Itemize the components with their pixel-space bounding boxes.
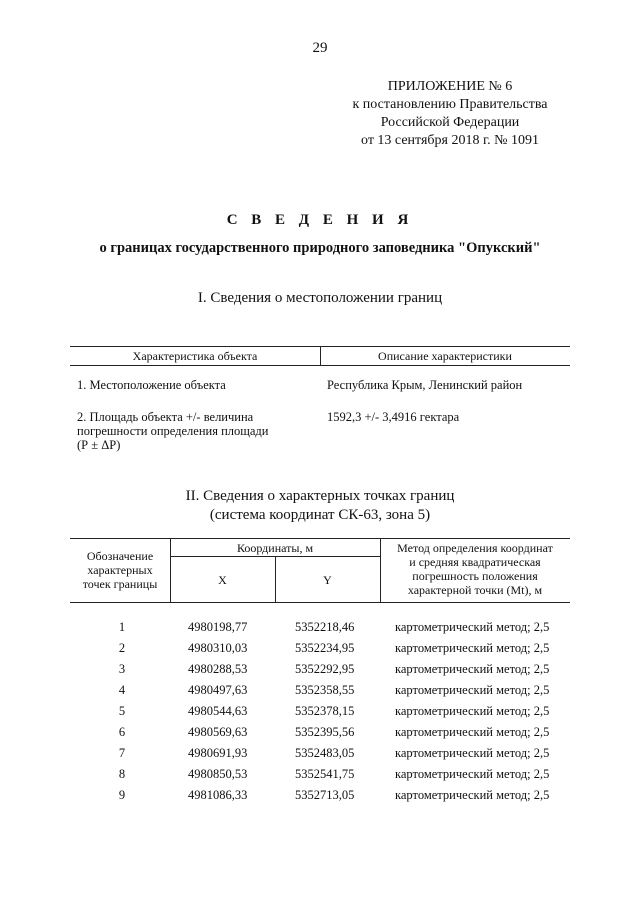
cell-line: (Р ± ΔР) [77,438,121,452]
point-number: 2 [118,641,126,655]
point-method: картометрический метод; 2,5 [395,746,550,760]
table-cell: Республика Крым, Ленинский район [327,378,523,392]
point-number: 5 [118,704,126,718]
header-x: X [218,573,227,587]
header-line: Метод определения координат [397,541,553,555]
point-number: 4 [118,683,126,697]
point-x: 4980850,53 [188,767,248,781]
table-rule [70,365,570,366]
table-row [70,767,570,788]
header-y: Y [323,573,332,587]
table-cell [77,378,226,392]
table-row [70,704,570,725]
table-header-cell: Описание характеристики [378,349,512,363]
header-line: точек границы [82,577,158,591]
point-method: картометрический метод; 2,5 [395,788,550,802]
header-line: погрешность положения [412,569,538,583]
section2-heading [0,487,640,525]
point-y: 5352378,15 [295,704,355,718]
point-number: 7 [118,746,126,760]
point-method: картометрический метод; 2,5 [395,641,550,655]
cell-line: погрешности определения площади [77,424,269,438]
table-row [70,725,570,746]
appendix-line: ПРИЛОЖЕНИЕ № 6 [387,79,513,94]
cell-line: 1. Местоположение объекта [77,378,226,392]
point-y: 5352358,55 [295,683,355,697]
document-title: С В Е Д Е Н И Я [226,212,414,228]
table-header-cell: Характеристика объекта [132,349,258,363]
header-method [380,541,570,597]
table-rule [170,556,380,557]
point-x: 4980691,93 [188,746,248,760]
table-cell [77,410,269,452]
header-point-designation [70,549,170,591]
table-rule [70,602,570,603]
cell-line: 2. Площадь объекта +/- величина [77,410,254,424]
appendix-line: от 13 сентября 2018 г. № 1091 [361,133,539,148]
appendix-line: к постановлению Правительства [352,97,548,112]
header-line: Обозначение [86,549,154,563]
point-number: 1 [118,620,126,634]
point-y: 5352234,95 [295,641,355,655]
point-y: 5352395,56 [295,725,355,739]
table-row [70,683,570,704]
page-number: 29 [312,40,328,56]
point-method: картометрический метод; 2,5 [395,620,550,634]
table-row [70,662,570,683]
appendix-block [300,78,600,150]
point-method: картометрический метод; 2,5 [395,704,550,718]
appendix-line: Российской Федерации [380,115,520,130]
point-method: картометрический метод; 2,5 [395,662,550,676]
table-cell: 1592,3 +/- 3,4916 гектара [327,410,460,424]
point-number: 6 [118,725,126,739]
point-method: картометрический метод; 2,5 [395,767,550,781]
point-x: 4980497,63 [188,683,248,697]
point-method: картометрический метод; 2,5 [395,683,550,697]
point-x: 4980198,77 [188,620,248,634]
point-y: 5352218,46 [295,620,355,634]
point-x: 4981086,33 [188,788,248,802]
point-method: картометрический метод; 2,5 [395,725,550,739]
point-y: 5352483,05 [295,746,355,760]
table-row [70,620,570,641]
point-x: 4980310,03 [188,641,248,655]
point-y: 5352713,05 [295,788,355,802]
point-x: 4980288,53 [188,662,248,676]
document-subtitle: о границах государственного природного заповедника "Опукский" [99,240,541,256]
table-row [70,641,570,662]
header-line: характерных [87,563,153,577]
section1-heading: I. Сведения о местоположении границ [197,290,443,306]
table-rule [70,538,570,539]
point-number: 9 [118,788,126,802]
point-y: 5352541,75 [295,767,355,781]
header-line: и средняя квадратическая [409,555,541,569]
point-number: 3 [118,662,126,676]
point-x: 4980544,63 [188,704,248,718]
heading-line: II. Сведения о характерных точках границ [185,488,455,504]
heading-line: (система координат СК-63, зона 5) [209,507,431,523]
header-coordinates: Координаты, м [236,541,314,555]
table-row [70,746,570,767]
header-line: характерной точки (Mt), м [407,583,543,597]
point-number: 8 [118,767,126,781]
table-row [70,788,570,809]
point-y: 5352292,95 [295,662,355,676]
point-x: 4980569,63 [188,725,248,739]
